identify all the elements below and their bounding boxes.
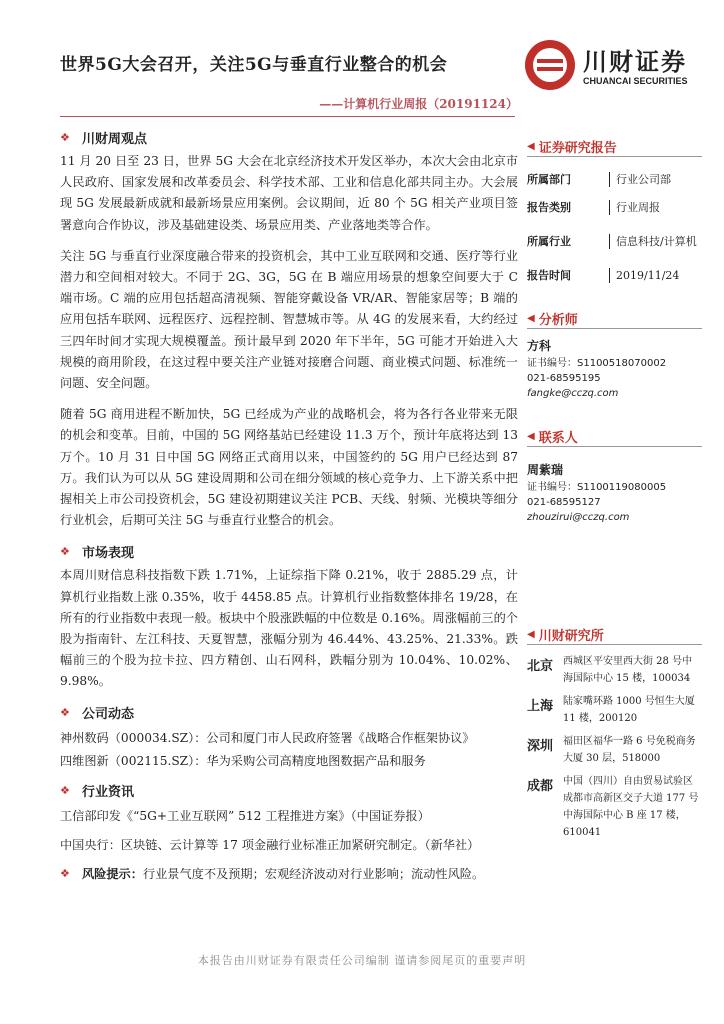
address-text: 西城区平安里西大街 28 号中海国际中心 15 楼，100034	[563, 656, 693, 684]
contact-name: 周紫瑞	[527, 463, 564, 477]
address-text: 福田区福华一路 6 号免税商务大厦 30 层，518000	[563, 736, 696, 764]
section-title: 市场表现	[82, 545, 135, 561]
analyst-phone: 021-68595195	[527, 373, 601, 384]
logo-mark-icon	[525, 40, 575, 90]
info-value: 信息科技/计算机	[609, 234, 702, 249]
section-header-market	[60, 541, 518, 561]
triangle-bullet-icon: ◀	[527, 313, 535, 324]
address-city: 深圳	[527, 739, 554, 754]
address-city: 北京	[527, 659, 554, 674]
risk-text: 行业景气度不及预期；宏观经济波动对行业影响；流动性风险。	[142, 866, 485, 881]
section-header-company	[60, 703, 518, 723]
weekly-view-paragraph: 关注 5G 与垂直行业深度融合带来的投资机会，其中工业互联网和交通、医疗等行业潜力和空间相对较大。不同于 2G、3G，5G 在 B 端应用场景的想象空间要大于 C 端市场。C 端的应用包括超高清视频、智能穿戴设备 VR/AR、智能家居等；B 端的应用包括车联网、远程医疗、远程控制、智慧城市等。从 4G 的发展来看，大约经过三四年时间才实现大规模覆盖。预计最早到 2020 年下半年，5G 可能才开始进入大规模的商用阶段，在这过程中要关注产业链对接磨合问题、商业模式问题、标准统一问题、安全问题。	[60, 248, 518, 391]
analyst-email[interactable]: fangke@cczq.com	[527, 388, 619, 399]
info-row	[527, 221, 702, 261]
address-item	[527, 733, 702, 767]
address-city: 上海	[527, 699, 554, 714]
contact-phone: 021-68595127	[527, 497, 601, 508]
weekly-view-paragraph: 随着 5G 商用进程不断加快，5G 已经成为产业的战略机会，将为各行各业带来无限的机会和变革。目前，中国的 5G 网络基站已经建设 11.3 万个，预计年底将达到 13 万个。10 月 31 日中国 5G 网络正式商用以来，中国签约的 5G 用户已经达到 87 万。我们认为可以从 5G 建设周期和公司在细分领域的核心竞争力、上下游关系中把握相关上市公司投资机会，5G 建设初期建议关注 PCB、天线、射频、光模块等细分行业机会，后期可关注 5G 与垂直行业整合的机会。	[60, 407, 518, 528]
diamond-bullet-icon: ❖	[60, 866, 70, 880]
company-news-item: 四维图新（002115.SZ）：华为采购公司高精度地图数据产品和服务	[60, 753, 426, 768]
logo-name-en: CHUANCAI SECURITIES	[583, 76, 688, 86]
footer-disclaimer: 本报告由川财证券有限责任公司编制 谨请参阅尾页的重要声明	[197, 954, 527, 967]
diamond-bullet-icon: ❖	[60, 130, 70, 144]
info-row	[527, 165, 702, 193]
info-key: 报告时间	[527, 268, 571, 282]
info-key: 报告类别	[527, 200, 571, 214]
weekly-view-paragraph: 11 月 20 日至 23 日，世界 5G 大会在北京经济技术开发区举办，本次大会由北京市人民政府、国家发展和改革委员会、科学技术部、工业和信息化部共同主办。大会展现 5G 发展最新成就和最新场景应用案例。会议期间，近 80 个 5G 相关产业项目签署意向合作协议，涉及基础建设类、场景应用类、产业落地类等合作。	[60, 154, 518, 232]
info-value: 2019/11/24	[609, 268, 702, 283]
main-content	[60, 127, 518, 885]
section-header-industry	[60, 781, 518, 801]
contact-email[interactable]: zhouzirui@cczq.com	[527, 512, 630, 523]
sidebar-header-institute	[527, 625, 702, 645]
market-paragraph: 本周川财信息科技指数下跌 1.71%，上证综指下降 0.21%，收于 2885.29 点，计算机行业指数上涨 0.35%，收于 4458.85 点。计算机行业指数整体排名 19/28，在所有的行业指数中表现一般。板块中个股涨跌幅的中位数是 0.16%。周涨幅前三的个股为指南针、左江科技、天夏智慧，涨幅分别为 46.44%、43.25%、21.33%。跌幅前三的个股为拉卡拉、四方精创、山石网科，跌幅分别为 10.04%、10.02%、9.98%。	[60, 568, 518, 689]
analyst-name: 方科	[527, 339, 552, 353]
section-title: 川财周观点	[82, 131, 148, 147]
info-row	[527, 261, 702, 289]
sidebar-title: 分析师	[538, 313, 578, 328]
contact-cert: 证书编号：S1100119080005	[527, 482, 667, 493]
sidebar-title: 联系人	[538, 431, 578, 446]
section-header-weekly-view	[60, 127, 518, 147]
section-title: 行业资讯	[82, 785, 135, 801]
diamond-bullet-icon: ❖	[60, 544, 70, 558]
address-text: 中国（四川）自由贸易试验区成都市高新区交子大道 177 号中海国际中心 B 座 17 楼，610041	[563, 776, 699, 838]
sidebar-header-contact	[527, 427, 702, 447]
sidebar-header-analyst	[527, 309, 702, 329]
sidebar-header-report	[527, 137, 702, 157]
industry-news-item: 工信部印发《“5G+工业互联网” 512 工程推进方案》（中国证券报）	[60, 808, 430, 823]
address-item	[527, 773, 702, 841]
sidebar-title: 证券研究报告	[538, 141, 617, 156]
info-row	[527, 193, 702, 221]
info-value: 行业周报	[609, 200, 702, 215]
company-logo	[525, 40, 690, 96]
info-key: 所属部门	[527, 172, 571, 186]
triangle-bullet-icon: ◀	[527, 141, 535, 152]
address-city: 成都	[527, 779, 554, 794]
diamond-bullet-icon: ❖	[60, 784, 70, 798]
sidebar	[527, 137, 702, 847]
triangle-bullet-icon: ◀	[527, 431, 535, 442]
risk-label: 风险提示：	[82, 866, 143, 881]
sidebar-title: 川财研究所	[538, 629, 604, 644]
industry-news-item: 中国央行：区块链、云计算等 17 项金融行业标准正加紧研究制定。（新华社）	[60, 837, 480, 852]
logo-name-cn: 川财证券	[583, 48, 687, 76]
header-divider	[60, 116, 515, 117]
report-subtitle: ——计算机行业周报（20191124）	[319, 97, 518, 111]
company-news-item: 神州数码（000034.SZ）：公司和厦门市人民政府签署《战略合作框架协议》	[60, 730, 475, 745]
risk-warning	[60, 863, 518, 885]
report-title: 世界5G大会召开，关注5G与垂直行业整合的机会	[60, 55, 448, 75]
address-item	[527, 653, 702, 687]
analyst-cert: 证书编号：S1100518070002	[527, 358, 667, 369]
triangle-bullet-icon: ◀	[527, 629, 535, 640]
info-key: 所属行业	[527, 234, 571, 248]
address-item	[527, 693, 702, 727]
diamond-bullet-icon: ❖	[60, 706, 70, 720]
address-text: 陆家嘴环路 1000 号恒生大厦 11 楼，200120	[563, 696, 695, 724]
section-title: 公司动态	[82, 707, 135, 723]
info-value: 行业公司部	[609, 172, 702, 187]
